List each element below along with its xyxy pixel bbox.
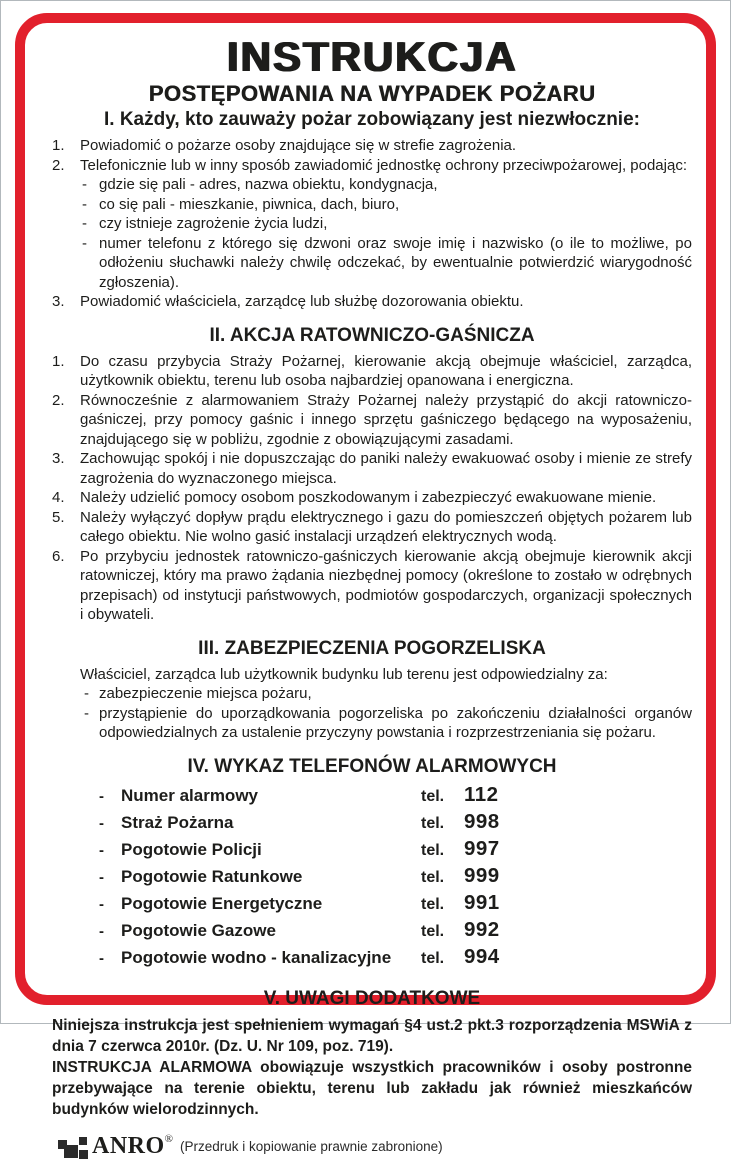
list-item bbox=[52, 488, 692, 508]
copyright-note: (Przedruk i kopiowanie prawnie zabronione) bbox=[180, 1139, 443, 1155]
list-item bbox=[52, 292, 692, 312]
list-item bbox=[52, 352, 692, 391]
phone-row bbox=[52, 864, 692, 891]
footer bbox=[52, 1132, 692, 1162]
section1-list bbox=[52, 136, 692, 312]
dash-bullet: - bbox=[99, 949, 104, 967]
phone-name: Pogotowie wodno - kanalizacyjne bbox=[121, 947, 392, 967]
dash-bullet: - bbox=[84, 704, 89, 722]
dash-bullet: - bbox=[82, 215, 87, 233]
section1-heading: I. Każdy, kto zauważy pożar zobowiązany jest niezwłocznie: bbox=[104, 109, 640, 131]
phone-row bbox=[52, 891, 692, 918]
list-item-text: Po przybyciu jednostek ratowniczo-gaśniczych kierowanie akcją obejmuje kierownik akcji ratowniczej, który ma prawo żądania niezbędnej pomocy (określone to zostało w odrębnych przepisach) od instytucji państwowych, podmiotów gospodarczych, organizacji społecznych i obywateli. bbox=[80, 547, 692, 624]
list-item-text: Należy wyłączyć dopływ prądu elektrycznego i gazu do pomieszczeń objętych pożarem lub całego obiektu. Nie wolno gasić instalacji urządzeń elektrycznych wodą. bbox=[80, 508, 692, 546]
tel-label: tel. bbox=[421, 949, 445, 967]
sub-list-item bbox=[52, 214, 692, 234]
phone-number: 999 bbox=[464, 863, 500, 887]
list-item-number: 1. bbox=[52, 352, 65, 370]
section2-heading: II. AKCJA RATOWNICZO-GAŚNICZA bbox=[209, 324, 535, 346]
sub-list-item-text: gdzie się pali - adres, nazwa obiektu, kondygnacja, bbox=[99, 176, 438, 194]
phone-number: 997 bbox=[464, 836, 500, 860]
list-item-number: 2. bbox=[52, 391, 65, 409]
list-item-text: Powiadomić właściciela, zarządcę lub służbę dozorowania obiektu. bbox=[80, 293, 524, 311]
brand-name: ANRO bbox=[92, 1133, 165, 1160]
dash-bullet: - bbox=[99, 868, 104, 886]
list-item-text: Do czasu przybycia Straży Pożarnej, kierowanie akcją obejmuje właściciel, zarządca, użytkownik obiektu, terenu lub osoba najbardziej opanowana i energiczna. bbox=[80, 352, 692, 390]
phone-row bbox=[52, 945, 692, 972]
section3-intro: Właściciel, zarządca lub użytkownik budynku lub terenu jest odpowiedzialny za: bbox=[80, 665, 608, 683]
sub-list-item-text: co się pali - mieszkanie, piwnica, dach, biuro, bbox=[99, 195, 400, 213]
sub-list-item bbox=[52, 704, 692, 743]
list-item bbox=[52, 547, 692, 625]
dash-bullet: - bbox=[82, 234, 87, 252]
phone-number: 112 bbox=[464, 782, 499, 806]
dash-bullet: - bbox=[82, 176, 87, 194]
list-item-number: 2. bbox=[52, 156, 65, 174]
section3-block bbox=[52, 665, 692, 743]
section5-heading: V. UWAGI DODATKOWE bbox=[263, 987, 481, 1009]
list-item bbox=[52, 508, 692, 547]
list-item bbox=[52, 391, 692, 450]
dash-bullet: - bbox=[84, 685, 89, 703]
list-item bbox=[52, 136, 692, 156]
list-item-number: 6. bbox=[52, 547, 65, 565]
phone-name: Numer alarmowy bbox=[121, 785, 258, 805]
phone-row bbox=[52, 837, 692, 864]
dash-bullet: - bbox=[99, 895, 104, 913]
phone-table bbox=[52, 783, 692, 972]
dash-bullet: - bbox=[99, 922, 104, 940]
tel-label: tel. bbox=[421, 922, 445, 940]
section3-heading: III. ZABEZPIECZENIA POGORZELISKA bbox=[198, 637, 546, 659]
list-item-text: Powiadomić o pożarze osoby znajdujące się w strefie zagrożenia. bbox=[80, 137, 517, 155]
poster-content bbox=[52, 33, 692, 1162]
tel-label: tel. bbox=[421, 787, 445, 805]
list-item-number: 3. bbox=[52, 293, 65, 311]
dash-bullet: - bbox=[82, 195, 87, 213]
phone-name: Pogotowie Gazowe bbox=[121, 920, 276, 940]
phone-row bbox=[52, 810, 692, 837]
dash-bullet: - bbox=[99, 814, 104, 832]
list-item bbox=[52, 156, 692, 176]
phone-name: Straż Pożarna bbox=[121, 812, 234, 832]
list-item-number: 4. bbox=[52, 489, 65, 507]
list-item-text: Zachowując spokój i nie dopuszczając do paniki należy ewakuować osoby i mienie ze strefy zagrożenia do wyznaczonego miejsca. bbox=[80, 450, 692, 487]
tel-label: tel. bbox=[421, 868, 445, 886]
section4-heading: IV. WYKAZ TELEFONÓW ALARMOWYCH bbox=[187, 755, 557, 777]
tel-label: tel. bbox=[421, 895, 445, 913]
list-item-text: Telefonicznie lub w inny sposób zawiadomić jednostkę ochrony przeciwpożarowej, podając: bbox=[80, 156, 687, 174]
tel-label: tel. bbox=[421, 841, 445, 859]
list-item bbox=[52, 449, 692, 488]
sub-list-item-text: czy istnieje zagrożenie życia ludzi, bbox=[99, 215, 328, 233]
sub-list-item-text: przystąpienie do uporządkowania pogorzeliska po zakończeniu działalności organów odpowiedzialnych za ustalenie przyczyny powstania i rozprzestrzeniania się pożaru. bbox=[99, 704, 692, 742]
phone-row bbox=[52, 783, 692, 810]
registered-mark: ® bbox=[164, 1132, 174, 1145]
phone-name: Pogotowie Energetyczne bbox=[121, 893, 323, 913]
dash-bullet: - bbox=[99, 787, 104, 805]
list-item-text: Równocześnie z alarmowaniem Straży Pożarnej należy przystąpić do akcji ratowniczo-gaśniczej, przy pomocy gaśnic i innego sprzętu gaśniczego będącego na wyposażeniu, znajdującego się w pobliżu, zgodnie z obowiązującymi zasadami. bbox=[80, 391, 692, 448]
section5-paragraph-1: Niniejsza instrukcja jest spełnieniem wymagań §4 ust.2 pkt.3 rozporządzenia MSWiA z dnia 7 czerwca 2010r. (Dz. U. Nr 109, poz. 719). bbox=[52, 1016, 692, 1055]
tel-label: tel. bbox=[421, 814, 445, 832]
list-item-text: Należy udzielić pomocy osobom poszkodowanym i zabezpieczyć ewakuowane mienie. bbox=[80, 489, 657, 507]
list-item-number: 5. bbox=[52, 508, 65, 526]
sub-list-item bbox=[52, 234, 692, 293]
list-item-number: 1. bbox=[52, 137, 65, 155]
section2-list bbox=[52, 352, 692, 625]
phone-number: 991 bbox=[464, 890, 500, 914]
phone-number: 992 bbox=[464, 917, 500, 941]
list-item-number: 3. bbox=[52, 450, 65, 468]
phone-number: 998 bbox=[464, 809, 500, 833]
sub-list-item bbox=[52, 175, 692, 195]
sub-list-item bbox=[52, 195, 692, 215]
anro-logo-icon bbox=[52, 1132, 89, 1162]
poster-title: INSTRUKCJA bbox=[226, 33, 518, 80]
sub-list-item-text: numer telefonu z którego się dzwoni oraz swoje imię i nazwisko (o ile to możliwe, po odłożeniu słuchawki należy chwilę odczekać, by ewentualnie potwierdzić wiarygodność zgłoszenia). bbox=[99, 234, 692, 291]
phone-number: 994 bbox=[464, 944, 500, 968]
poster-subtitle: POSTĘPOWANIA NA WYPADEK POŻARU bbox=[148, 81, 596, 107]
section5-paragraph-2: INSTRUKCJA ALARMOWA obowiązuje wszystkich pracowników i osoby postronne przebywające na terenie obiektu, terenu lub zakładu jak również mieszkańców budynków wielorodzinnych. bbox=[52, 1058, 692, 1118]
phone-row bbox=[52, 918, 692, 945]
dash-bullet: - bbox=[99, 841, 104, 859]
phone-name: Pogotowie Policji bbox=[121, 839, 262, 859]
sub-list-item-text: zabezpieczenie miejsca pożaru, bbox=[99, 685, 312, 703]
phone-name: Pogotowie Ratunkowe bbox=[121, 866, 303, 886]
sub-list-item bbox=[52, 684, 692, 704]
